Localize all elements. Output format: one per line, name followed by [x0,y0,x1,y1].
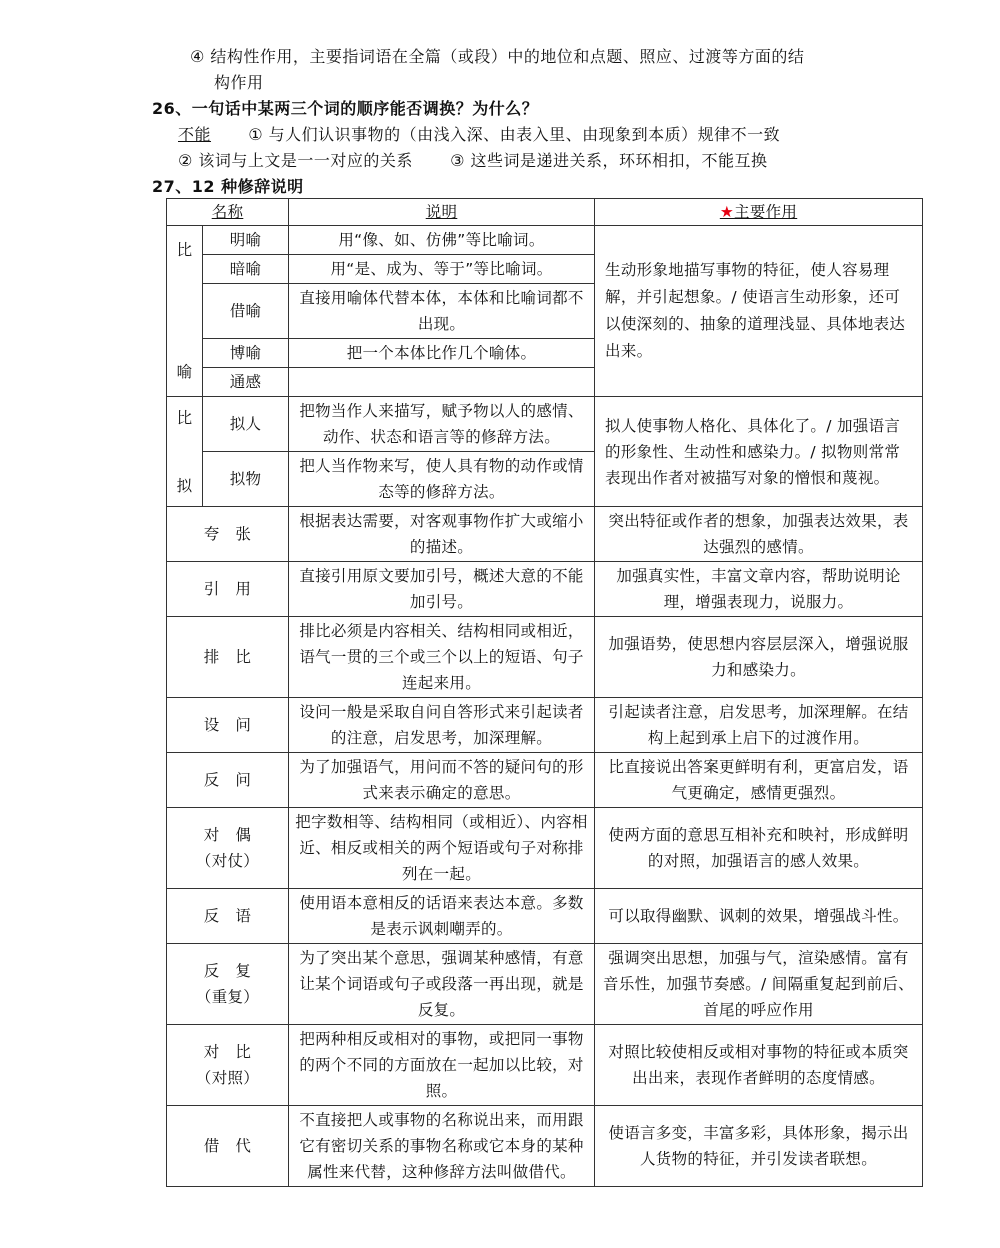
table-row [167,889,923,944]
rhetoric-desc: 根据表达需要，对客观事物作扩大或缩小的描述。 [289,507,595,562]
rhetoric-name: 设 问 [167,698,289,753]
table-row [167,507,923,562]
metaphor-desc [289,368,595,397]
rhetoric-name: 对 比 （对照） [167,1025,289,1106]
rhetoric-effect: 突出特征或作者的想象，加强表达效果，表达强烈的感情。 [595,507,923,562]
rhetoric-desc: 为了加强语气，用问而不答的疑问句的形式来表示确定的意思。 [289,753,595,808]
rhetoric-desc: 排比必须是内容相关、结构相同或相近，语气一贯的三个或三个以上的短语、句子连起来用。 [289,617,595,698]
personification-group-label: 比 拟 [167,397,203,507]
table-row [167,944,923,1025]
metaphor-name: 借喻 [203,284,289,339]
rhetoric-desc: 直接引用原文要加引号，概述大意的不能加引号。 [289,562,595,617]
rhetoric-name: 夸 张 [167,507,289,562]
q26-answer-row [178,122,780,145]
table-row [167,753,923,808]
metaphor-effect: 生动形象地描写事物的特征，使人容易理解，并引起想象。/ 使语言生动形象，还可以使深刻的、抽象的道理浅显、具体地表达出来。 [595,226,923,397]
rhetoric-effect: 使语言多变，丰富多彩，具体形象，揭示出人货物的特征，并引发读者联想。 [595,1106,923,1187]
q26-reasons-row [178,148,768,171]
metaphor-desc: 用“像、如、仿佛”等比喻词。 [289,226,595,255]
rhetoric-desc: 为了突出某个意思，强调某种感情，有意让某个词语或句子或段落一再出现，就是反复。 [289,944,595,1025]
q27-title: 27、12 种修辞说明 [152,177,304,196]
metaphor-desc: 把一个本体比作几个喻体。 [289,339,595,368]
rhetoric-name: 引 用 [167,562,289,617]
q26-answer-label: 不能 [178,125,212,144]
rhetoric-effect: 对照比较使相反或相对事物的特征或本质突出出来，表现作者鲜明的态度情感。 [595,1025,923,1106]
metaphor-name: 明喻 [203,226,289,255]
metaphor-name: 通感 [203,368,289,397]
personification-desc: 把物当作人来描写，赋予物以人的感情、动作、状态和语言等的修辞方法。 [289,397,595,452]
q26-reason2: ② 该词与上文是一一对应的关系 [178,151,413,170]
table-header-row [167,199,923,226]
table-row [167,808,923,889]
rhetoric-effect: 加强语势，使思想内容层层深入，增强说服力和感染力。 [595,617,923,698]
personification-name: 拟物 [203,452,289,507]
table-row [167,397,923,452]
table-row [167,617,923,698]
q26-reason1: ① 与人们认识事物的（由浅入深、由表入里、由现象到本质）规律不一致 [248,125,781,144]
rhetoric-effect: 使两方面的意思互相补充和映衬，形成鲜明的对照，加强语言的感人效果。 [595,808,923,889]
item4-line1: ④ 结构性作用，主要指词语在全篇（或段）中的地位和点题、照应、过渡等方面的结 [190,47,805,66]
rhetoric-name: 反 问 [167,753,289,808]
item4-line2: 构作用 [214,73,264,92]
rhetoric-name: 反 复 （重复） [167,944,289,1025]
table-row [167,698,923,753]
rhetoric-effect: 可以取得幽默、讽刺的效果，增强战斗性。 [595,889,923,944]
table-row [167,1025,923,1106]
personification-desc: 把人当作物来写，使人具有物的动作或情态等的修辞方法。 [289,452,595,507]
rhetoric-name: 借 代 [167,1106,289,1187]
table-row [167,226,923,255]
rhetoric-desc: 把两种相反或相对的事物，或把同一事物的两个不同的方面放在一起加以比较，对照。 [289,1025,595,1106]
metaphor-desc: 用“是、成为、等于”等比喻词。 [289,255,595,284]
personification-effect: 拟人使事物人格化、具体化了。/ 加强语言的形象性、生动性和感染力。/ 拟物则常常表现出作者对被描写对象的憎恨和蔑视。 [595,397,923,507]
metaphor-group-label: 比 喻 [167,226,203,397]
metaphor-desc: 直接用喻体代替本体，本体和比喻词都不出现。 [289,284,595,339]
rhetoric-effect: 引起读者注意，启发思考，加深理解。在结构上起到承上启下的过渡作用。 [595,698,923,753]
header-name: 名称 [167,199,289,226]
metaphor-name: 博喻 [203,339,289,368]
rhetoric-effect: 强调突出思想，加强与气，渲染感情。富有音乐性，加强节奏感。/ 间隔重复起到前后、首尾的呼应作用 [595,944,923,1025]
rhetoric-name: 反 语 [167,889,289,944]
rhetoric-desc: 使用语本意相反的话语来表达本意。多数是表示讽刺嘲弄的。 [289,889,595,944]
table-row [167,562,923,617]
rhetoric-table [166,198,923,1187]
rhetoric-name: 排 比 [167,617,289,698]
header-effect: ★主要作用 [595,199,923,226]
rhetoric-desc: 把字数相等、结构相同（或相近）、内容相近、相反或相关的两个短语或句子对称排列在一起。 [289,808,595,889]
star-icon: ★ [719,203,735,221]
rhetoric-name: 对 偶 （对仗） [167,808,289,889]
rhetoric-effect: 加强真实性，丰富文章内容，帮助说明论理，增强表现力，说服力。 [595,562,923,617]
table-row [167,1106,923,1187]
q26-title: 26、一句话中某两三个词的顺序能否调换？为什么？ [152,99,539,118]
header-desc: 说明 [289,199,595,226]
personification-name: 拟人 [203,397,289,452]
q26-reason3: ③ 这些词是递进关系，环环相扣，不能互换 [450,151,768,170]
rhetoric-effect: 比直接说出答案更鲜明有利，更富启发，语气更确定，感情更强烈。 [595,753,923,808]
rhetoric-desc: 设问一般是采取自问自答形式来引起读者的注意，启发思考，加深理解。 [289,698,595,753]
metaphor-name: 暗喻 [203,255,289,284]
rhetoric-desc: 不直接把人或事物的名称说出来，而用跟它有密切关系的事物名称或它本身的某种属性来代替，这种修辞方法叫做借代。 [289,1106,595,1187]
